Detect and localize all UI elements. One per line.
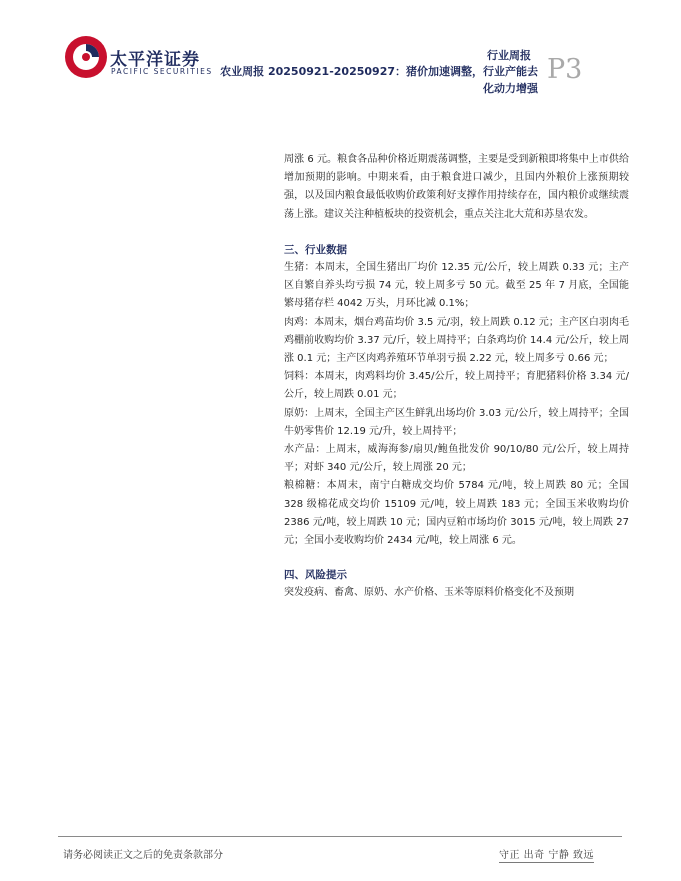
footer-slogan: 守正 出奇 宁静 致远 [499, 846, 594, 863]
logo-emblem-icon [63, 34, 109, 80]
data-paragraph-raw-milk: 原奶：上周末，全国主产区生鲜乳出场均价 3.03 元/公斤，较上周持平；全国牛奶零售价 12.19 元/升，较上周持平； [284, 407, 629, 437]
footer-disclaimer: 请务必阅读正文之后的免责条款部分 [63, 850, 223, 861]
data-paragraph-aquatic: 水产品：上周末，威海海参/扇贝/鲍鱼批发价 90/10/80 元/公斤，较上周持平；对虾 340 元/公斤，较上周涨 20 元； [284, 444, 629, 474]
data-paragraph-broilers: 肉鸡：本周末，烟台鸡苗均价 3.5 元/羽，较上周跌 0.12 元；主产区白羽肉毛鸡棚前收购均价 3.37 元/斤，较上周持平；白条鸡均价 14.4 元/公斤，较上周涨 0.1 元；主产区肉鸡养殖环节单羽亏损 2.22 元，较上周多亏 0.66 元； [284, 316, 629, 365]
data-paragraph-grain-cotton-sugar: 粮棉糖：本周末，南宁白糖成交均价 5784 元/吨，较上周跌 80 元；全国 328 级棉花成交均价 15109 元/吨，较上周跌 183 元；全国玉米收购均价 2386 元/吨，较上周跌 10 元；国内豆粕市场均价 3015 元/吨，较上周跌 27 元；全国小麦收购均价 2434 元/吨，较上周涨 6 元。 [284, 480, 629, 547]
intro-paragraph: 周涨 6 元。粮食各品种价格近期震荡调整，主要是受到新粮即将集中上市供给增加预期的影响。中期来看，由于粮食进口减少，且国内外粮价上涨预期较强，以及国内粮食最低收购价政策利好支撑作用持续存在，国内粮价或继续震荡上涨。建议关注种植板块的投资机会，重点关注北大荒和苏垦农发。 [284, 154, 629, 220]
report-category: 行业周报 [487, 49, 531, 62]
main-content [284, 151, 629, 603]
data-paragraph-hogs: 生猪：本周末，全国生猪出厂均价 12.35 元/公斤，较上周跌 0.33 元；主产区自繁自养头均亏损 74 元，较上周多亏 50 元。截至 25 年 7 月底，全国能繁母猪存栏 4042 万头，月环比减 0.1%； [284, 262, 629, 310]
report-title: 农业周报 20250921-20250927：猪价加速调整，行业产能去化动力增强 [220, 65, 538, 95]
section-title-industry-data: 三、行业数据 [284, 243, 347, 256]
logo-text-en: PACIFIC SECURITIES [111, 67, 213, 76]
footer-divider [58, 836, 622, 837]
page-number: P3 [547, 54, 583, 85]
logo-text-cn: 太平洋证券 [110, 50, 200, 70]
risk-paragraph: 突发疫病、畜禽、原奶、水产价格、玉米等原料价格变化不及预期 [284, 587, 574, 599]
data-paragraph-feed: 饲料：本周末，肉鸡料均价 3.45/公斤，较上周持平；育肥猪料价格 3.34 元/公斤，较上周跌 0.01 元； [284, 371, 629, 401]
section-title-risk: 四、风险提示 [284, 569, 347, 582]
company-logo [63, 34, 213, 86]
